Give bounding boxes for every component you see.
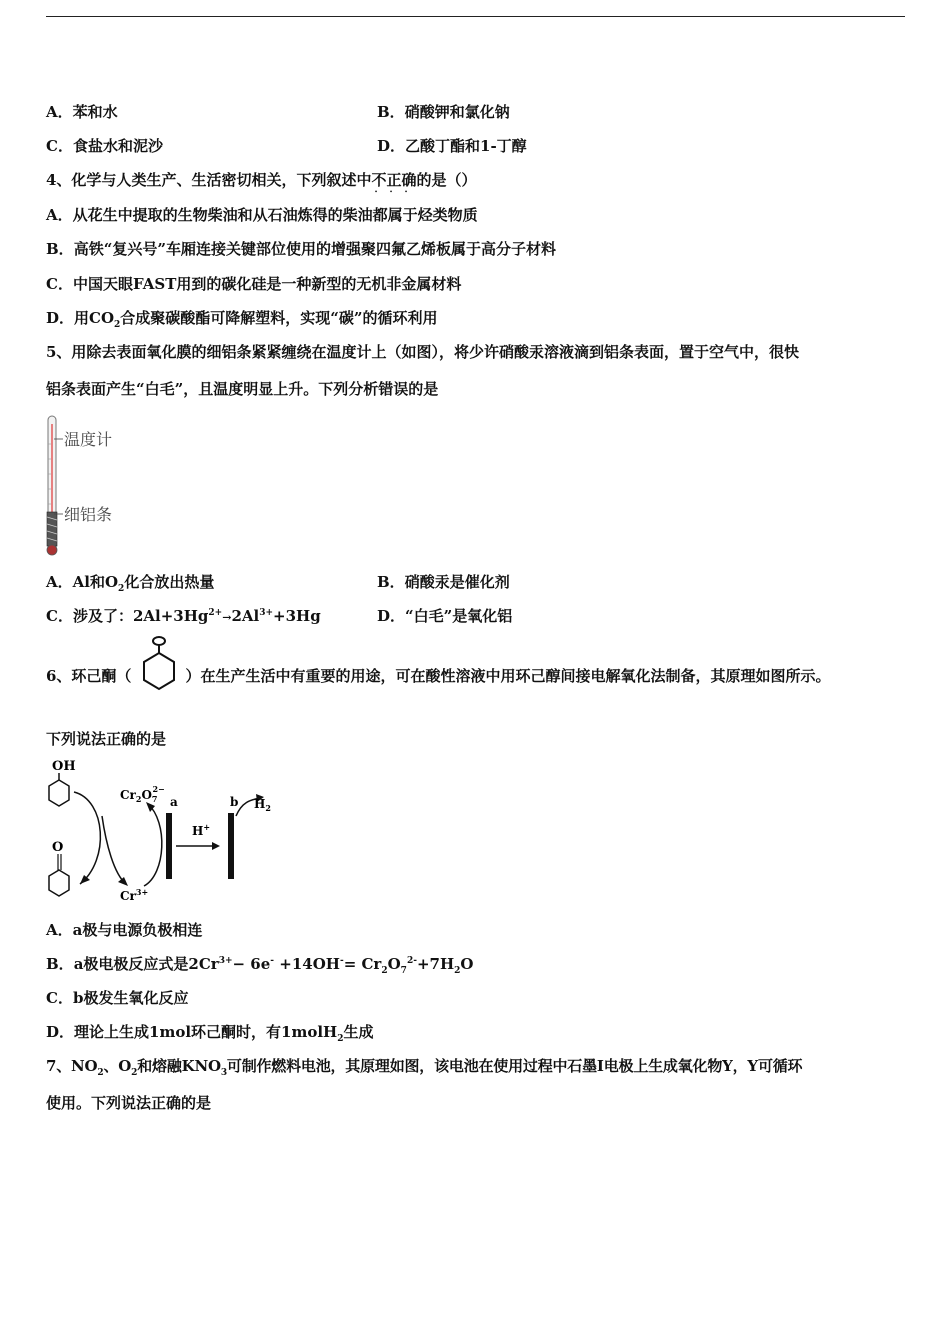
chromium-label: $Cr^{3+}$ xyxy=(120,887,149,903)
q7-stem-line2: 使用。下列说法正确的是 xyxy=(46,1094,212,1112)
q6-stem-line2: 下列说法正确的是 xyxy=(46,730,167,748)
q4-option-c[interactable]: C．中国天眼FAST用到的碳化硅是一种新型的无机非金属材料 xyxy=(46,275,462,293)
q3-option-d[interactable]: D．乙酸丁酯和1-丁醇 xyxy=(377,137,527,155)
q4-option-a[interactable]: A．从花生中提取的生物柴油和从石油炼得的柴油都属于烃类物质 xyxy=(46,206,478,224)
oh-label: OH xyxy=(52,759,76,774)
thermometer-figure xyxy=(44,414,124,560)
electrode-a xyxy=(166,813,172,879)
hydrogen-label: $H_2$ xyxy=(254,797,271,813)
q3-option-c[interactable]: C．食盐水和泥沙 xyxy=(46,137,163,155)
proton-label: H+ xyxy=(192,822,211,838)
electrode-a-label: a xyxy=(170,795,178,809)
thermometer-label: 温度计 xyxy=(64,430,113,449)
cyclohexanone-structure xyxy=(136,634,182,692)
electrode-b-label: b xyxy=(230,795,239,809)
q4-option-b[interactable]: B．高铁“复兴号”车厢连接关键部位使用的增强聚四氟乙烯板属于高分子材料 xyxy=(46,240,556,258)
q5-option-c[interactable]: C．涉及了：$2Al+3Hg^{2+}\to 2Al^{3+}+3Hg$ xyxy=(46,607,321,625)
q6-option-d[interactable]: D．理论上生成1mol环己酮时，有1molH$_2$生成 xyxy=(46,1023,374,1044)
electrolysis-diagram xyxy=(44,756,280,908)
q3-option-a[interactable]: A．苯和水 xyxy=(46,103,118,121)
q5-stem-line2: 铝条表面产生“白毛”，且温度明显上升。下列分析错误的是 xyxy=(46,380,439,398)
q6-option-c[interactable]: C．b极发生氧化反应 xyxy=(46,989,189,1007)
q3-option-b[interactable]: B．硝酸钾和氯化钠 xyxy=(377,103,510,121)
dichromate-label: $Cr_2O_72-$ xyxy=(120,784,165,804)
q4-option-d[interactable]: D．用$CO_2$合成聚碳酸酯可降解塑料，实现“碳”的循环利用 xyxy=(46,309,438,330)
q4-stem: 4、化学与人类生产、生活密切相关，下列叙述中不 ．正 ．确 ．的是（） xyxy=(46,170,477,190)
header-rule xyxy=(46,16,905,17)
q6-stem: 6、环己酮（ ）在生产生活中有重要的用途，可在酸性溶液中用环己醇间接电解氧化法制备，其原理如图所示。 xyxy=(46,667,831,685)
ketone-o-label: O xyxy=(52,840,64,855)
q5-stem-line1: 5、用除去表面氧化膜的细铝条紧紧缠绕在温度计上（如图），将少许硝酸汞溶液滴到铝条表面，置于空气中，很快 xyxy=(46,343,799,361)
q5-option-a[interactable]: A．Al和$O_2$化合放出热量 xyxy=(46,573,215,594)
aluminum-strip-label: 细铝条 xyxy=(64,505,113,524)
q5-option-d[interactable]: D．“白毛”是氧化铝 xyxy=(377,607,513,625)
q6-option-b[interactable]: B．a极电极反应式是$2Cr^{3+}- 6e^- +14OH^-= Cr_2O_7^{2-}+7H_2O$ xyxy=(46,955,474,976)
electrode-b xyxy=(228,813,234,879)
q5-option-b[interactable]: B．硝酸汞是催化剂 xyxy=(377,573,510,591)
q6-option-a[interactable]: A．a极与电源负极相连 xyxy=(46,921,203,939)
q7-stem-line1: 7、$NO_2$、$O_2$和熔融$KNO_3$可制作燃料电池，其原理如图，该电池在使用过程中石墨I电极上生成氧化物Y，Y可循环 xyxy=(46,1057,803,1078)
